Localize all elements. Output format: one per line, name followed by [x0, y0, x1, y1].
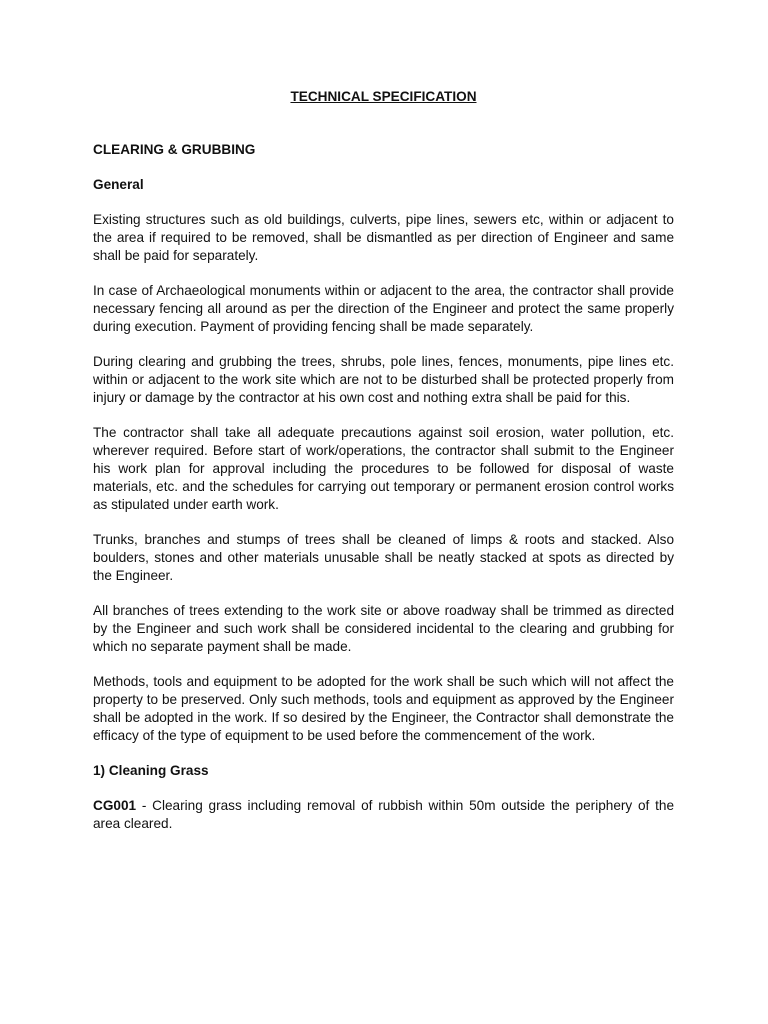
paragraph: Trunks, branches and stumps of trees shall be cleaned of limps & roots and stacked. Also boulders, stones and other materials unusable shall be neatly stacked at spots as directed by the Engineer. — [93, 532, 674, 583]
paragraph: Existing structures such as old buildings, culverts, pipe lines, sewers etc, within or adjacent to the area if required to be removed, shall be dismantled as per direction of Engineer and same shall be paid for separately. — [93, 212, 674, 263]
document-page — [93, 88, 674, 850]
section-heading: CLEARING & GRUBBING — [93, 142, 256, 157]
paragraph: During clearing and grubbing the trees, shrubs, pole lines, fences, monuments, pipe lines etc. within or adjacent to the work site which are not to be disturbed shall be protected properly from injury or damage by the contractor at his own cost and nothing extra shall be paid for this. — [93, 354, 674, 405]
document-title: TECHNICAL SPECIFICATION — [290, 89, 477, 104]
paragraph: The contractor shall take all adequate precautions against soil erosion, water pollution, etc. wherever required. Before start of work/operations, the contractor shall submit to the Engineer his work plan for approval including the procedures to be followed for disposal of waste materials, etc. and the schedules for carrying out temporary or permanent erosion control works as stipulated under earth work. — [93, 425, 674, 512]
paragraph: All branches of trees extending to the work site or above roadway shall be trimmed as directed by the Engineer and such work shall be considered incidental to the clearing and grubbing for which no separate payment shall be made. — [93, 603, 674, 654]
item-heading: 1) Cleaning Grass — [93, 763, 209, 778]
paragraph: Methods, tools and equipment to be adopted for the work shall be such which will not affect the property to be preserved. Only such methods, tools and equipment as approved by the Engineer shall be adopted in the work. If so desired by the Engineer, the Contractor shall demonstrate the efficacy of the type of equipment to be used before the commencement of the work. — [93, 674, 674, 743]
sub-heading: General — [93, 177, 144, 192]
item-description — [93, 797, 674, 833]
item-text: - Clearing grass including removal of rubbish within 50m outside the periphery of the area cleared. — [93, 798, 674, 831]
paragraph: In case of Archaeological monuments within or adjacent to the area, the contractor shall provide necessary fencing all around as per the direction of the Engineer and protect the same properly during execution. Payment of providing fencing shall be made separately. — [93, 283, 674, 334]
item-code: CG001 — [93, 798, 137, 813]
